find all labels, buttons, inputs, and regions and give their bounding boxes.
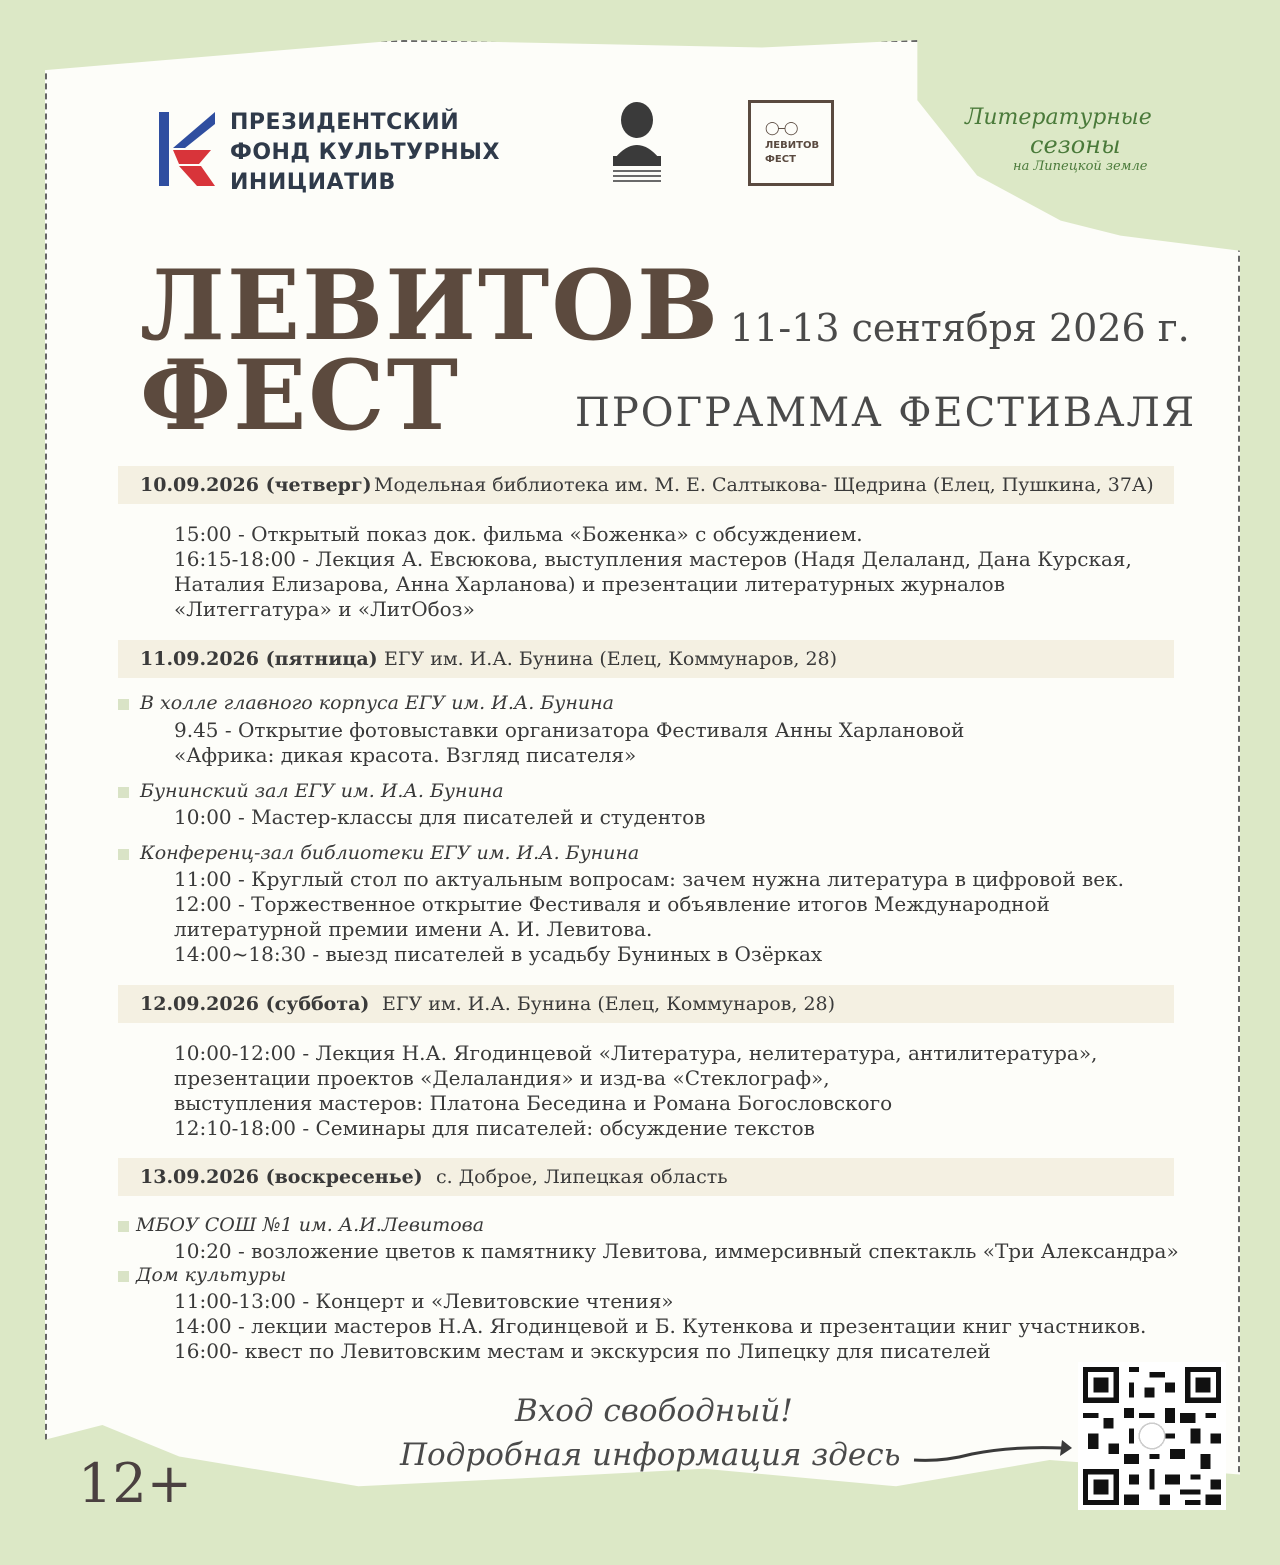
age-rating: 12+ — [78, 1452, 192, 1515]
levitov-prize-logo-icon — [607, 98, 667, 188]
bullet-icon — [118, 699, 129, 710]
day-date: 12.09.2026 (суббота) — [140, 993, 370, 1015]
free-entry-text: Вход свободный! — [515, 1393, 793, 1429]
bullet-icon — [118, 1221, 129, 1232]
program-line: 12:00 - Торжественное открытие Фестиваля и объявление итогов Международной — [174, 892, 1050, 916]
bullet-icon — [118, 849, 129, 860]
pfki-line: ПРЕЗИДЕНТСКИЙ — [230, 110, 460, 135]
program-line: 11:00-13:00 - Концерт и «Левитовские чтения» — [174, 1289, 674, 1313]
festival-dates: 11-13 сентября 2026 г. — [730, 306, 1190, 350]
more-info-text: Подробная информация здесь — [400, 1437, 901, 1473]
levitov-fest-logo — [748, 100, 834, 186]
arrow-icon — [912, 1432, 1072, 1472]
program-line: выступления мастеров: Платона Беседина и Романа Богословского — [174, 1091, 893, 1115]
qr-code-icon[interactable] — [1078, 1362, 1226, 1510]
day-header — [118, 1158, 1174, 1196]
program-line: 16:15-18:00 - Лекция А. Евсюкова, выступления мастеров (Надя Делаланд, Дана Курская, — [174, 547, 1132, 571]
day-date: 10.09.2026 (четверг) — [140, 474, 372, 496]
venue-name: В холле главного корпуса ЕГУ им. И.А. Бунина — [140, 692, 614, 714]
program-line: презентации проектов «Делаландия» и изд-ва «Стеклограф», — [174, 1066, 830, 1090]
festival-title-line2: ФЕСТ — [140, 339, 461, 452]
fest-logo-line: ЛЕВИТОВ — [765, 140, 820, 151]
pfki-line: ФОНД КУЛЬТУРНЫХ — [230, 140, 500, 165]
program-line: 12:10-18:00 - Семинары для писателей: обсуждение текстов — [174, 1116, 815, 1140]
fest-logo-line: ФЕСТ — [765, 154, 796, 165]
program-line: «Африка: дикая красота. Взгляд писателя» — [174, 743, 637, 767]
program-line: 10:00 - Мастер-классы для писателей и студентов — [174, 805, 706, 829]
venue-name: МБОУ СОШ №1 им. А.И.Левитова — [136, 1214, 485, 1236]
pfki-logo-icon — [155, 110, 217, 188]
pfki-line: ИНИЦИАТИВ — [230, 170, 396, 195]
festival-title-line1: ЛЕВИТОВ — [140, 249, 721, 362]
day-place: Модельная библиотека им. М. Е. Салтыкова- Щедрина (Елец, Пушкина, 37А) — [374, 474, 1154, 496]
day-header — [118, 640, 1174, 678]
day-place: с. Доброе, Липецкая область — [436, 1166, 728, 1188]
seasons-line: сезоны — [1030, 131, 1121, 159]
program-line: 16:00- квест по Левитовским местам и экскурсия по Липецку для писателей — [174, 1339, 991, 1363]
literary-seasons-logo — [955, 95, 1195, 190]
program-line: 14:00 - лекции мастеров Н.А. Ягодинцевой и Б. Кутенкова и презентации книг участников. — [174, 1314, 1147, 1338]
day-place: ЕГУ им. И.А. Бунина (Елец, Коммунаров, 28) — [384, 648, 838, 670]
seasons-line: на Липецкой земле — [1013, 159, 1148, 174]
program-line: 15:00 - Открытый показ док. фильма «Боженка» с обсуждением. — [174, 522, 863, 546]
program-line: Наталия Елизарова, Анна Харланова) и презентации литературных журналов — [174, 572, 1005, 596]
bullet-icon — [118, 1271, 129, 1282]
glasses-icon: ◯‒◯ — [765, 121, 797, 136]
seasons-line: Литературные — [965, 105, 1152, 130]
program-line: «Литеггатура» и «ЛитОбоз» — [174, 597, 475, 621]
day-header — [118, 985, 1174, 1023]
day-header — [118, 466, 1174, 504]
pfki-logo-text — [230, 108, 500, 198]
program-line: 9.45 - Открытие фотовыставки организатора Фестиваля Анны Харлановой — [174, 718, 965, 742]
day-date: 13.09.2026 (воскресенье) — [140, 1166, 423, 1188]
program-line: литературной премии имени А. И. Левитова. — [174, 917, 653, 941]
program-heading: ПРОГРАММА ФЕСТИВАЛЯ — [575, 390, 1197, 436]
program-line: 10:00-12:00 - Лекция Н.А. Ягодинцевой «Литература, нелитература, антилитература», — [174, 1041, 1098, 1065]
venue-name: Конференц-зал библиотеки ЕГУ им. И.А. Бунина — [140, 842, 640, 864]
program-line: 14:00~18:30 - выезд писателей в усадьбу Буниных в Озёрках — [174, 942, 823, 966]
day-place: ЕГУ им. И.А. Бунина (Елец, Коммунаров, 28) — [382, 993, 836, 1015]
venue-name: Бунинский зал ЕГУ им. И.А. Бунина — [140, 780, 504, 802]
program-line: 10:20 - возложение цветов к памятнику Левитова, иммерсивный спектакль «Три Александра» — [174, 1239, 1179, 1263]
program-line: 11:00 - Круглый стол по актуальным вопросам: зачем нужна литература в цифровой век. — [174, 867, 1124, 891]
bullet-icon — [118, 787, 129, 798]
day-date: 11.09.2026 (пятница) — [140, 648, 378, 670]
venue-name: Дом культуры — [136, 1264, 287, 1286]
